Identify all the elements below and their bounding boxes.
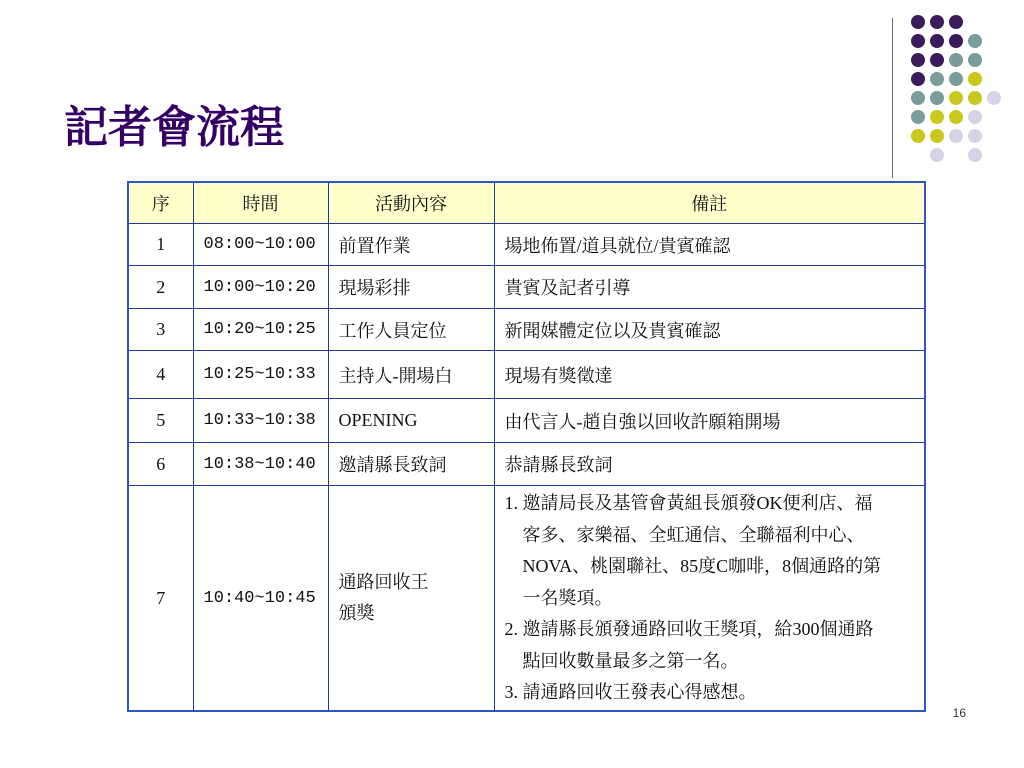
decor-dot [949,91,963,105]
decor-dot [930,53,944,67]
cell-activity [328,486,494,712]
page-number: 16 [952,706,966,720]
cell-seq: 3 [128,309,193,351]
cell-seq: 7 [128,486,193,712]
note-item [505,614,925,677]
table-row [128,486,925,712]
table-row [128,399,925,443]
table-row [128,309,925,351]
decor-dot [949,110,963,124]
cell-notes: 貴賓及記者引導 [494,266,925,309]
note-line: 邀請縣長頒發通路回收王獎項，給300個通路 [522,619,874,639]
table-row [128,224,925,266]
activity-line: 通路回收王 [338,572,429,592]
decor-dot [968,148,982,162]
cell-time: 10:40~10:45 [193,486,328,712]
cell-notes: 現場有獎徵達 [494,351,925,399]
decor-dot [968,129,982,143]
cell-time: 10:20~10:25 [193,309,328,351]
cell-seq: 4 [128,351,193,399]
cell-activity: 現場彩排 [328,266,494,309]
note-line: 客多、家樂福、全虹通信、全聯福利中心、 [522,524,865,545]
table-row [128,443,925,486]
cell-notes: 由代言人-趙自強以回收許願箱開場 [494,399,925,443]
cell-time: 10:38~10:40 [193,443,328,486]
decor-dot [911,91,925,105]
header-seq: 序 [128,182,193,224]
table-header-row [128,182,925,224]
note-line: 點回收數量最多之第一名。 [522,650,739,671]
decor-dot [911,34,925,48]
decor-dot [949,129,963,143]
decor-dot [930,148,944,162]
note-marker: 3. [504,682,518,702]
cell-notes [494,486,925,712]
decor-dot [968,91,982,105]
decor-dot [930,91,944,105]
cell-time: 10:00~10:20 [193,266,328,309]
decor-dot [987,91,1001,105]
slide-title: 記者會流程 [64,102,284,153]
cell-time: 10:33~10:38 [193,399,328,443]
decor-dot [968,53,982,67]
decor-dot [930,129,944,143]
decor-dot [930,15,944,29]
note-text [523,677,757,709]
note-line: 請通路回收王發表心得感想。 [522,682,757,702]
decor-dot [968,110,982,124]
note-item [505,488,925,614]
decor-dot [949,53,963,67]
note-line: 邀請局長及基管會黃組長頒發OK便利店、福 [522,493,873,513]
cell-seq: 2 [128,266,193,309]
decor-dot [911,129,925,143]
cell-seq: 5 [128,399,193,443]
note-item [505,677,925,709]
decor-dot [949,34,963,48]
header-activity: 活動內容 [328,182,494,224]
schedule-table [127,181,926,712]
cell-notes: 新聞媒體定位以及貴賓確認 [494,309,925,351]
cell-activity: OPENING [328,399,494,443]
cell-notes: 恭請縣長致詞 [494,443,925,486]
note-marker: 2. [504,619,518,639]
decor-dot [968,72,982,86]
note-marker: 1. [504,493,518,513]
decor-dot [930,110,944,124]
decor-dot [949,72,963,86]
note-line: NOVA、桃園聯社、85度C咖啡，8個通路的第 [522,556,882,576]
decor-dot [968,34,982,48]
cell-seq: 6 [128,443,193,486]
header-time: 時間 [193,182,328,224]
cell-activity: 工作人員定位 [328,309,494,351]
decor-dot [949,15,963,29]
decor-dot [930,72,944,86]
header-notes: 備註 [494,182,925,224]
decor-dot [911,110,925,124]
decor-dot [911,53,925,67]
cell-notes: 場地佈置/道具就位/貴賓確認 [494,224,925,266]
vertical-rule [892,18,893,178]
note-text [523,614,874,677]
decor-dot [911,15,925,29]
cell-activity: 前置作業 [328,224,494,266]
cell-seq: 1 [128,224,193,266]
cell-time: 10:25~10:33 [193,351,328,399]
cell-activity: 邀請縣長致詞 [328,443,494,486]
decor-dot [930,34,944,48]
activity-line: 頒獎 [338,603,375,623]
table-row [128,266,925,309]
note-text [523,488,882,614]
cell-activity: 主持人-開場白 [328,351,494,399]
note-line: 一名獎項。 [522,587,613,608]
table-row [128,351,925,399]
cell-time: 08:00~10:00 [193,224,328,266]
decor-dot [911,72,925,86]
